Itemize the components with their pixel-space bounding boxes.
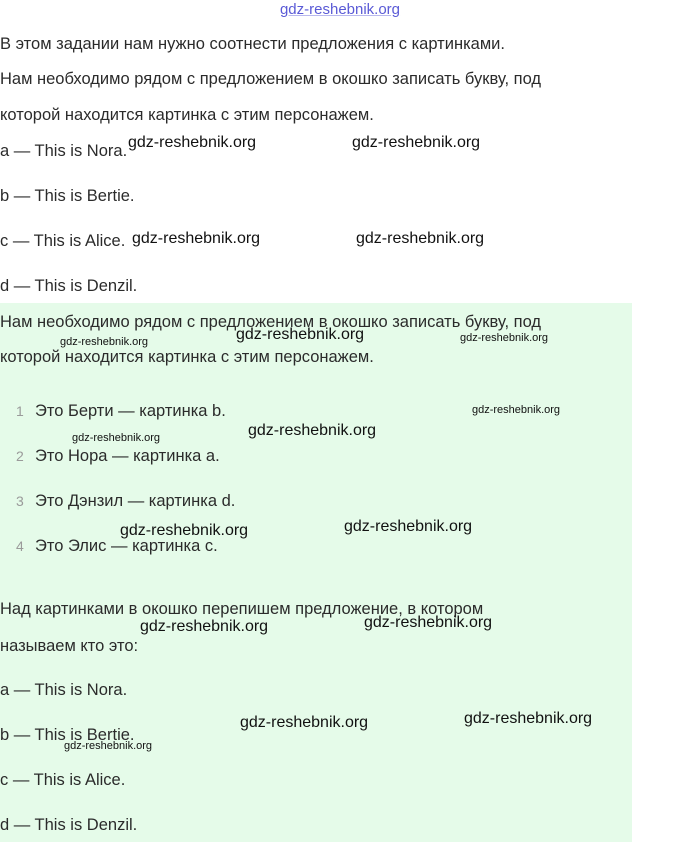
watermark: gdz-reshebnik.org [128, 134, 257, 151]
intro-line-2: Нам необходимо рядом с предложением в окошко записать букву, под [0, 70, 542, 88]
watermark: gdz-reshebnik.org [352, 134, 481, 151]
list-item-1: Это Берти — картинка b. [35, 402, 226, 420]
answer-para1-line2: которой находится картинка с этим персонажем. [0, 348, 374, 366]
answer-block [0, 303, 632, 842]
list-number-4: 4 [16, 538, 24, 554]
list-item-4: Это Элис — картинка c. [35, 537, 218, 555]
sentence-a: a — This is Nora. [0, 142, 128, 160]
intro-line-3: которой находится картинка с этим персонажем. [0, 106, 374, 124]
answer-para1-line1: Нам необходимо рядом с предложением в окошко записать букву, под [0, 313, 542, 331]
watermark: gdz-reshebnik.org [132, 230, 261, 247]
watermark: gdz-reshebnik.org [60, 336, 149, 348]
intro-line-1: В этом задании нам нужно соотнести предложения с картинками. [0, 35, 505, 53]
watermark: gdz-reshebnik.org [140, 618, 269, 635]
answer-sentence-b: b — This is Bertie. [0, 726, 135, 744]
watermark: gdz-reshebnik.org [344, 518, 473, 535]
answer-sentence-a: a — This is Nora. [0, 681, 128, 699]
watermark: gdz-reshebnik.org [248, 422, 377, 439]
list-number-2: 2 [16, 448, 24, 464]
sentence-b: b — This is Bertie. [0, 187, 135, 205]
watermark: gdz-reshebnik.org [64, 740, 153, 752]
answer-sentence-c: c — This is Alice. [0, 771, 126, 789]
answer-sentence-d: d — This is Denzil. [0, 816, 138, 834]
list-number-1: 1 [16, 403, 24, 419]
watermark: gdz-reshebnik.org [472, 404, 561, 416]
watermark: gdz-reshebnik.org [464, 710, 593, 727]
watermark: gdz-reshebnik.org [72, 432, 161, 444]
watermark: gdz-reshebnik.org [364, 614, 493, 631]
answer-para2-line1: Над картинками в окошко перепишем предложение, в котором [0, 600, 484, 618]
watermark: gdz-reshebnik.org [460, 332, 549, 344]
watermark: gdz-reshebnik.org [356, 230, 485, 247]
sentence-c: c — This is Alice. [0, 232, 126, 250]
watermark: gdz-reshebnik.org [240, 714, 369, 731]
site-header-link[interactable]: gdz-reshebnik.org [279, 1, 401, 18]
sentence-d: d — This is Denzil. [0, 277, 138, 295]
list-number-3: 3 [16, 493, 24, 509]
watermark: gdz-reshebnik.org [120, 522, 249, 539]
list-item-2: Это Нора — картинка a. [35, 447, 220, 465]
list-item-3: Это Дэнзил — картинка d. [35, 492, 236, 510]
watermark: gdz-reshebnik.org [236, 326, 365, 343]
answer-para2-line2: называем кто это: [0, 637, 139, 655]
